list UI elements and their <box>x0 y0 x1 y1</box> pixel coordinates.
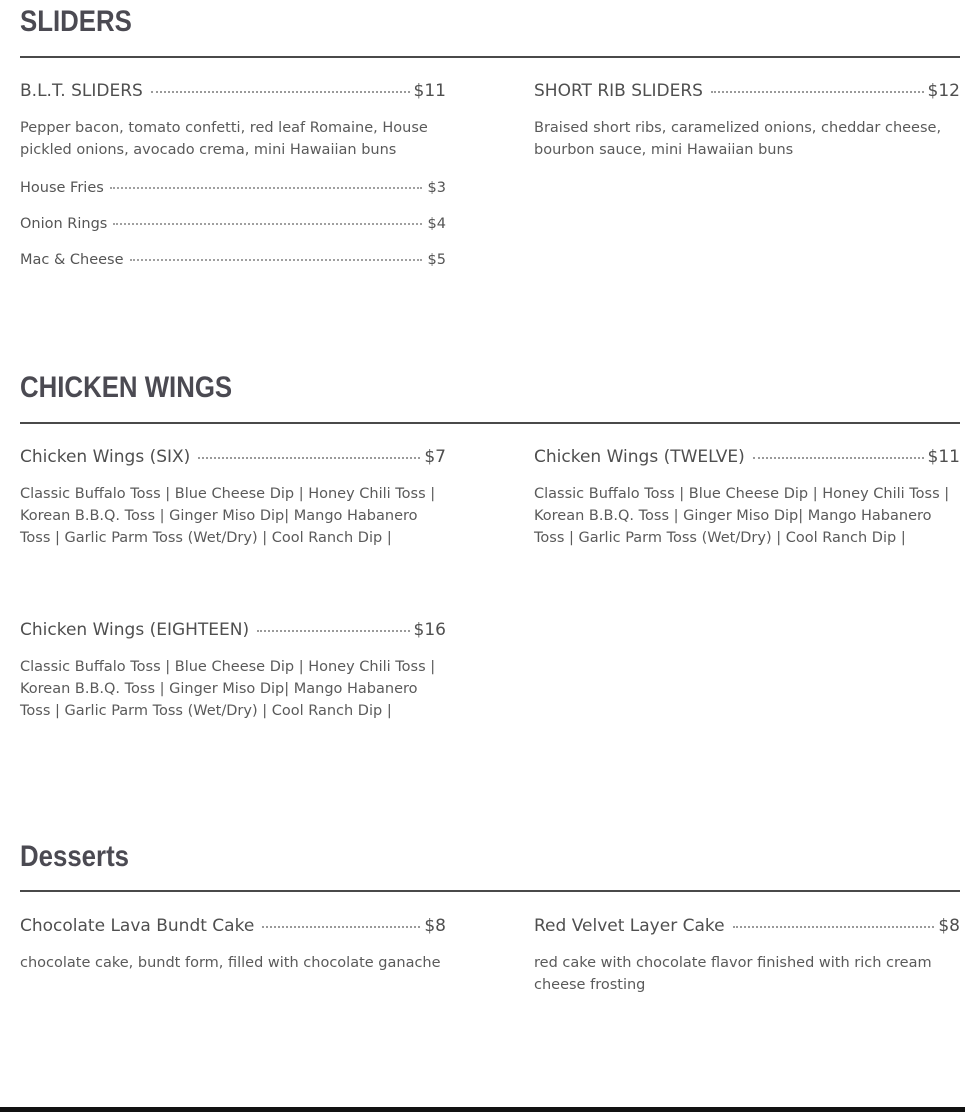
side-price: $4 <box>427 216 446 232</box>
item-description: Classic Buffalo Toss | Blue Cheese Dip | Honey Chili Toss | Korean B.B.Q. Toss | Ginger Miso Dip| Mango Habanero Toss | Garlic Parm Toss (Wet/Dry) | Cool Ranch Dip | <box>20 659 436 719</box>
side-price: $5 <box>427 252 446 268</box>
item-name: SHORT RIB SLIDERS <box>534 81 703 101</box>
dot-leader <box>262 926 420 928</box>
item-name: Chicken Wings (TWELVE) <box>534 447 745 467</box>
section-divider <box>20 422 960 424</box>
item-name: Chicken Wings (EIGHTEEN) <box>20 620 250 640</box>
item-name: B.L.T. SLIDERS <box>20 81 143 101</box>
side-price: $3 <box>427 180 446 196</box>
side-name: Onion Rings <box>20 216 108 232</box>
item-description: chocolate cake, bundt form, filled with chocolate ganache <box>20 955 441 971</box>
dot-leader <box>753 457 924 459</box>
menu-item-chocolate-lava-cake <box>20 916 446 936</box>
section-title-desserts: Desserts <box>20 840 130 873</box>
item-price: $16 <box>413 620 446 640</box>
item-price: $11 <box>413 81 446 101</box>
menu-item-wings-eighteen <box>20 620 446 640</box>
item-price: $11 <box>927 447 960 467</box>
item-price: $7 <box>424 447 446 467</box>
menu-item-short-rib-sliders <box>534 81 960 101</box>
item-price: $8 <box>424 916 446 936</box>
footer-bar <box>0 1107 965 1112</box>
item-name: Red Velvet Layer Cake <box>534 916 725 936</box>
item-name: Chicken Wings (SIX) <box>20 447 191 467</box>
menu-item-red-velvet-cake <box>534 916 960 936</box>
dot-leader <box>733 926 935 928</box>
item-description: Pepper bacon, tomato confetti, red leaf Romaine, House pickled onions, avocado crema, mini Hawaiian buns <box>20 120 428 158</box>
dot-leader <box>113 223 421 225</box>
item-price: $12 <box>927 81 960 101</box>
side-item-house-fries <box>20 180 446 196</box>
dot-leader <box>151 91 410 93</box>
side-name: House Fries <box>20 180 104 196</box>
section-title-chicken-wings: CHICKEN WINGS <box>20 371 233 404</box>
dot-leader <box>257 630 409 632</box>
menu-item-wings-six <box>20 447 446 467</box>
section-divider <box>20 56 960 58</box>
item-description: Braised short ribs, caramelized onions, cheddar cheese, bourbon sauce, mini Hawaiian buns <box>534 120 942 158</box>
menu-item-blt-sliders <box>20 81 446 101</box>
dot-leader <box>110 187 422 189</box>
side-name: Mac & Cheese <box>20 252 124 268</box>
dot-leader <box>198 457 420 459</box>
section-divider <box>20 890 960 892</box>
menu-item-wings-twelve <box>534 447 960 467</box>
side-item-mac-cheese <box>20 252 446 268</box>
dot-leader <box>130 259 422 261</box>
item-description: Classic Buffalo Toss | Blue Cheese Dip | Honey Chili Toss | Korean B.B.Q. Toss | Ginger Miso Dip| Mango Habanero Toss | Garlic Parm Toss (Wet/Dry) | Cool Ranch Dip | <box>534 486 950 546</box>
section-title-sliders: SLIDERS <box>20 5 132 38</box>
item-name: Chocolate Lava Bundt Cake <box>20 916 255 936</box>
item-description: Classic Buffalo Toss | Blue Cheese Dip | Honey Chili Toss | Korean B.B.Q. Toss | Ginger Miso Dip| Mango Habanero Toss | Garlic Parm Toss (Wet/Dry) | Cool Ranch Dip | <box>20 486 436 546</box>
dot-leader <box>711 91 924 93</box>
item-description: red cake with chocolate flavor finished with rich cream cheese frosting <box>534 955 932 993</box>
item-price: $8 <box>938 916 960 936</box>
side-item-onion-rings <box>20 216 446 232</box>
